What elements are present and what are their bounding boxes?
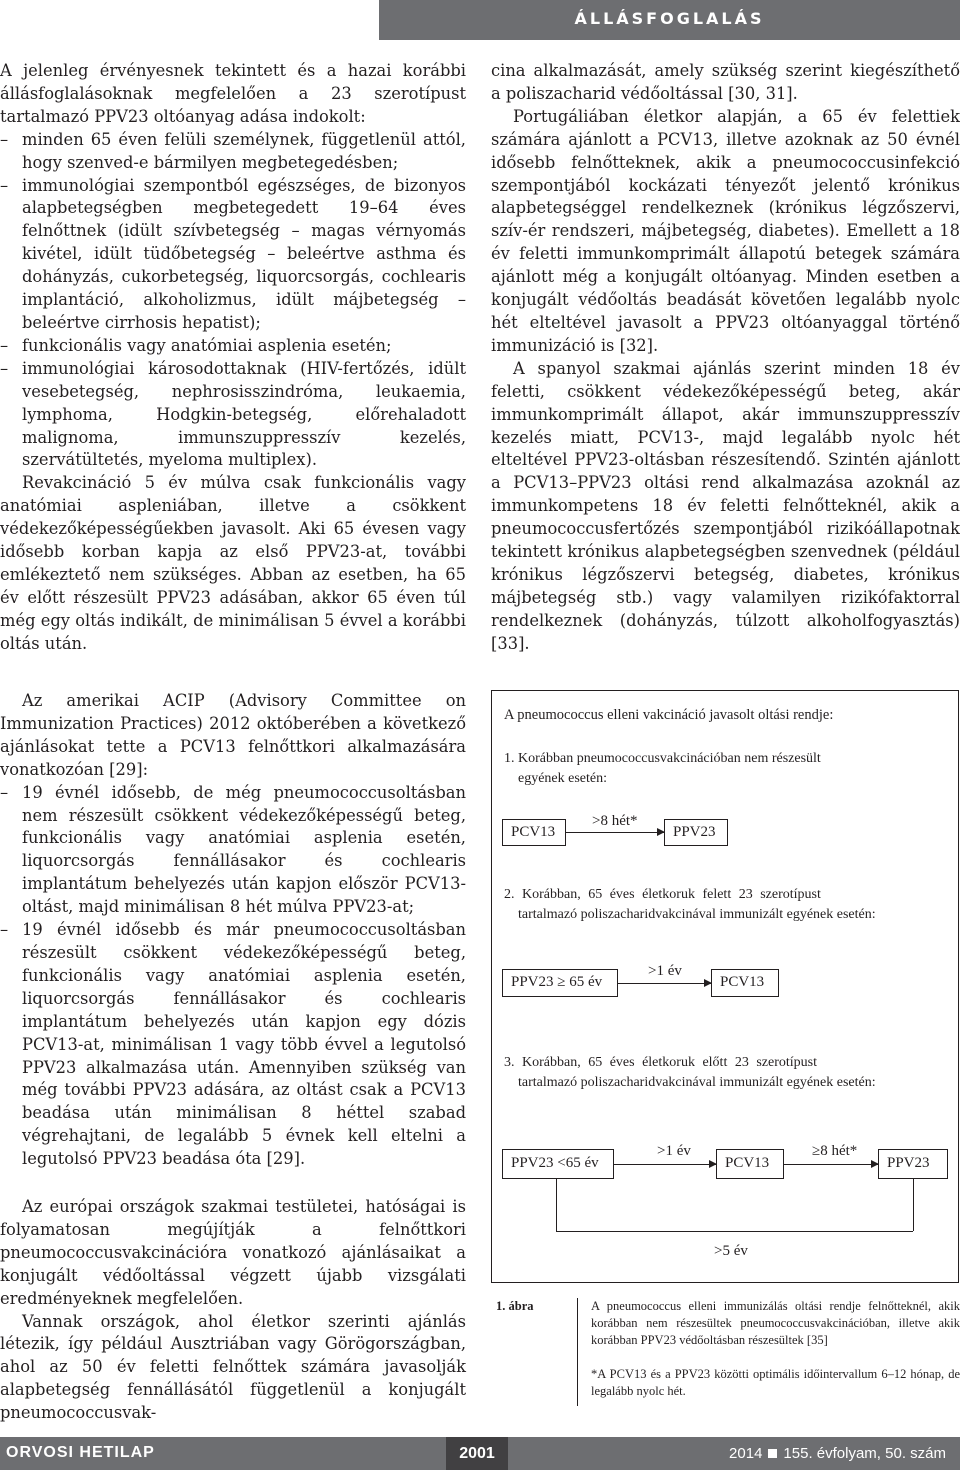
caption-text: A pneumococcus elleni immunizálás oltási rendje felnőtteknél, akik korábban nem részesültek pneumococcusvakcinációban, illetve akik korábban PPV23 védőoltásban részesültek [35] — [591, 1299, 960, 1347]
flow-arrow — [614, 1164, 716, 1165]
flow-arrow — [566, 832, 664, 833]
figure-label: 1. ábra — [496, 1299, 534, 1313]
bracket-line — [556, 1179, 557, 1231]
list-item: – minden 65 éven felüli személynek, függetlenül attól, hogy szenved-e bármilyen megbetegedésben; — [0, 129, 466, 172]
case1-heading-cont: egyének esetén: — [518, 771, 608, 786]
flow-box-pcv13: PCV13 — [716, 1149, 784, 1179]
flow-box-ppv23-over65: PPV23 ≥ 65 év — [502, 969, 618, 997]
flow-box-ppv23: PPV23 — [878, 1149, 948, 1179]
case1-heading: 1. Korábban pneumococcusvakcinációban nem részesült — [504, 751, 821, 766]
paragraph: Vannak országok, ahol életkor szerinti ajánlás létezik, így például Ausztriában vagy Görögországban, ahol az 50 év feletti felnőttek számára javasolják alapbetegség fennállásától függetlenül a konjugált pneumococcusvak- — [0, 1311, 466, 1423]
list-item: – immunológiai károsodottaknak (HIV-fertőzés, idült vesebetegség, nephrosisszindróma, leukaemia, lymphoma, Hodgkin-betegség, előrehaladott malignoma, immunszuppresszív kezelés, szervátültetés, myeloma multiplex). — [0, 358, 466, 470]
page-number: 2001 — [446, 1437, 508, 1470]
paragraph: A spanyol szakmai ajánlás szerint minden 18 év feletti, csökkent védekezőképességű beteg, akár immunkomprimált állapot, akár immunszuppresszív kezelés miatt, PCV13-, majd legalább nyolc hét elteltével PPV23-oltásban részesítendő. Szintén ajánlott a PCV13–PPV23 oltási rend alkalmazása azoknál az immunkompetens 18 év feletti felnőtteknél, akik a pneumococcusfertőzés szempontjából rizikóállapotnak tekintett krónikus alapbetegségben szenvednek (például krónikus légzőszervi betegség, diabetes, krónikus májbetegség stb.) vagy valamilyen rizikófaktorral rendelkeznek (dohányzás, túlzott alkoholfogyasztás) [33]. — [491, 358, 960, 653]
list-item: – immunológiai szempontból egészséges, de bizonyos alapbetegségben megbetegedett 19–64 éves felnőttnek (idült szívbetegség – magas vérnyomás kivétel, idült tüdőbetegség – beleértve asthma és dohányzás, cukorbetegség, liquorcsorgás, cochlearis implantáció, alkoholizmus, idült májbetegség – beleértve cirrhosis hepatist); — [0, 175, 466, 332]
right-column-text — [491, 60, 960, 656]
case2-heading: 2. Korábban, 65 éves életkoruk felett 23 szerotípust — [504, 887, 821, 902]
caption-divider — [577, 1298, 578, 1406]
list-item: – funkcionális vagy anatómiai asplenia esetén; — [0, 335, 392, 355]
case2-heading-cont: tartalmazó poliszacharidvakcinával immunizált egyének esetén: — [518, 907, 876, 922]
bracket-line — [913, 1179, 914, 1231]
footer-bar — [0, 1437, 960, 1470]
figure-title: A pneumococcus elleni vakcináció javasolt oltási rendje: — [504, 707, 834, 723]
arrow-label: >8 hét* — [592, 813, 638, 829]
list-item: – 19 évnél idősebb, de még pneumococcusoltásban nem részesült csökkent védekezőképességű beteg, funkcionális vagy anatómiai asplenia esetén, liquorcsorgás fennállásakor és cochlearis implantátum behelyezés után kapjon először PCV13-oltást, majd minimálisan 8 hét múlva PPV23-at; — [0, 782, 466, 917]
flow-box-pcv13: PCV13 — [502, 819, 566, 846]
flow-arrow — [784, 1164, 878, 1165]
arrow-label: >1 év — [657, 1143, 691, 1159]
flow-box-ppv23: PPV23 — [664, 819, 728, 846]
issue-info: 2014 155. évfolyam, 50. szám — [729, 1445, 946, 1462]
list-item: – 19 évnél idősebb és már pneumococcusoltásban részesült csökkent védekezőképességű beteg, funkcionális vagy anatómiai asplenia esetén, liquorcsorgás fennállásakor és cochlearis implantátum behelyezés után kapjon egy dózis PCV13-at, minimálisan 1 vagy több évvel a legutolsó PPV23 alkalmazása után. Amennyiben szükség van még további PPV23 adására, az oltást csak a PCV13 beadása után minimálisan 8 héttel szabad végrehajtani, de legalább 5 évnek kell eltelni a legutolsó PPV23 beadása óta [29]. — [0, 920, 466, 1169]
caption-note: *A PCV13 és a PPV23 közötti optimális időintervallum 6–12 hónap, de legalább nyolc hét. — [591, 1367, 960, 1398]
bracket-line — [556, 1231, 913, 1232]
case3-heading-cont: tartalmazó poliszacharidvakcinával immunizált egyének esetén: — [518, 1075, 876, 1090]
section-title: ÁLLÁSFOGLALÁS — [574, 9, 765, 28]
left-column-block-3 — [0, 1196, 466, 1425]
square-icon — [768, 1449, 777, 1458]
paragraph: cina alkalmazását, amely szükség szerint kiegészíthető a poliszacharid védőoltással [30, 31]. — [491, 61, 960, 103]
flow-arrow — [618, 983, 711, 984]
flow-box-pcv13: PCV13 — [711, 969, 779, 997]
paragraph: Portugáliában életkor alapján, a 65 év felettiek számára ajánlott a PCV13, illetve azoknak az 50 évnél idősebb felnőtteknek, akik a pneumococcusinfekció szempontjából kockázati tényezőt jelentő krónikus alapbetegséggel rendelkeznek (krónikus légzőszervi, szív-ér rendszeri, májbetegség, diabetes). Emellett a 18 év feletti immunkomprimált állapotú betegek számára ajánlott még a konjugált oltóanyag. Minden esetben a konjugált védőoltás beadását követően legalább nyolc hét elteltével javasolt a PPV23 oltóanyaggal történő immunizáció is [32]. — [491, 106, 960, 355]
paragraph: A jelenleg érvényesnek tekintett és a hazai korábbi állásfoglalásoknak megfelelően a 23 szerotípust tartalmazó PPV23 oltóanyag adása indokolt: — [0, 61, 466, 126]
flow-box-ppv23-under65: PPV23 <65 év — [502, 1149, 614, 1179]
header-bar — [379, 0, 960, 40]
arrow-label: >1 év — [648, 963, 682, 979]
journal-name: ORVOSI HETILAP — [6, 1444, 155, 1461]
left-column-block-1 — [0, 60, 466, 656]
arrow-label: ≥8 hét* — [812, 1143, 858, 1159]
paragraph: Az európai országok szakmai testületei, hatóságai is folyamatosan megújítják a felnőttkori pneumococcusvakcinációra vonatkozó ajánlásaikat a konjugált védőoltással végzett újabb vizsgálati eredményeknek megfelelően. — [0, 1197, 466, 1308]
figure-vaccination-schedule — [491, 690, 959, 1283]
paragraph: Az amerikai ACIP (Advisory Committee on Immunization Practices) 2012 októberében a következő ajánlásokat tette a PCV13 felnőttkori alkalmazására vonatkozóan [29]: — [0, 691, 466, 779]
paragraph: Revakcináció 5 év múlva csak funkcionális vagy anatómiai aspleniában, illetve a csökkent védekezőképességűekben javasolt. Aki 65 évesen vagy idősebb korban kapja az első PPV23-at, további emlékeztető nem szükséges. Abban az esetben, ha 65 év előtt részesült PPV23 adásában, akkor 65 éven túl még egy oltás indikált, de minimálisan 5 évvel a korábbi oltás után. — [0, 473, 466, 653]
left-column-block-2 — [0, 690, 466, 1171]
case3-heading: 3. Korábban, 65 éves életkoruk előtt 23 szerotípust — [504, 1055, 817, 1070]
interval-label: >5 év — [714, 1243, 748, 1259]
